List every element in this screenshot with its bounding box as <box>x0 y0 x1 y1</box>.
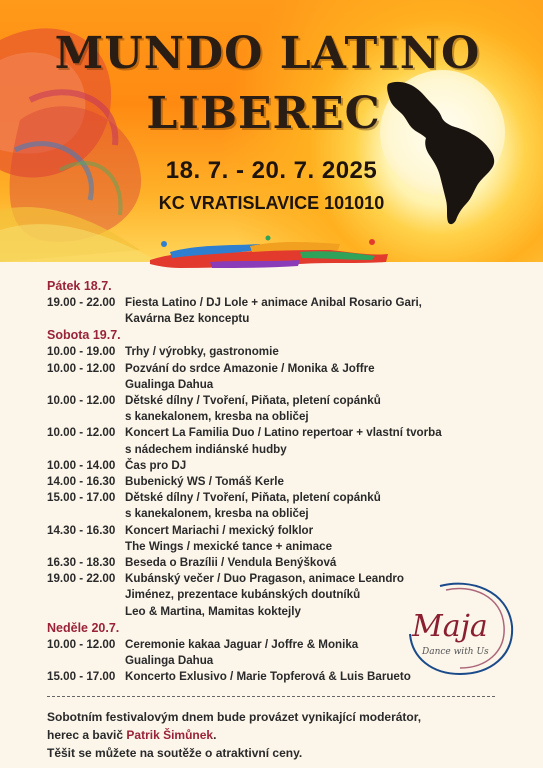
event-description-line: Trhy / výrobky, gastronomie <box>125 345 279 359</box>
event-description <box>125 490 517 522</box>
event-description-line: Jiménez, prezentace kubánských doutníků <box>125 588 361 602</box>
title-line-1: MUNDO LATINO <box>54 28 481 79</box>
event-description-line: Koncert Mariachi / mexický folklor <box>125 523 314 537</box>
event-description-line: Koncert La Familia Duo / Latino repertoar + vlastní tvorba <box>125 426 442 440</box>
event-row <box>47 490 517 522</box>
event-time: 14.30 - 16.30 <box>47 523 116 537</box>
event-description <box>125 344 517 360</box>
event-description-line: Kubánský večer / Duo Pragason, animace Leandro <box>125 572 404 586</box>
event-description-line: Bubenický WS / Tomáš Kerle <box>125 475 284 489</box>
event-description-line: Fiesta Latino / DJ Lole + animace Anibal Rosario Gari, <box>125 296 422 309</box>
event-description <box>125 458 517 474</box>
event-row <box>47 344 517 360</box>
event-description-line: Leo & Martina, Mamitas koktejly <box>125 604 301 618</box>
event-description <box>125 393 517 425</box>
day-heading: Neděle 20.7. <box>47 620 120 635</box>
event-description-line: Gualinga Dahua <box>125 377 214 391</box>
event-row <box>47 361 517 393</box>
event-description-line: s kanekalonem, kresba na obličej <box>125 410 309 424</box>
event-time: 10.00 - 19.00 <box>47 345 116 359</box>
event-row <box>47 474 517 490</box>
event-time: 16.30 - 18.30 <box>47 556 116 570</box>
event-row <box>47 523 517 555</box>
footer-note <box>47 708 517 762</box>
logo-tagline: Dance with Us <box>422 647 489 657</box>
event-time: 15.00 - 17.00 <box>47 670 116 684</box>
logo-name: Maja <box>412 609 488 644</box>
event-row <box>47 555 517 571</box>
event-time: 10.00 - 12.00 <box>47 361 116 375</box>
event-time: 10.00 - 12.00 <box>47 394 116 408</box>
event-description-line: Čas pro DJ <box>125 458 187 472</box>
event-time: 10.00 - 14.00 <box>47 458 116 472</box>
dashed-divider <box>47 696 495 697</box>
event-description <box>125 555 517 571</box>
footer-line-1: Sobotním festivalovým dnem bude provázet vynikající moderátor, <box>47 710 422 724</box>
event-time: 19.00 - 22.00 <box>47 572 116 586</box>
event-time: 15.00 - 17.00 <box>47 491 116 505</box>
event-description-line: s nádechem indiánské hudby <box>125 442 287 456</box>
event-description <box>125 425 517 457</box>
event-description-line: s kanekalonem, kresba na obličej <box>125 507 309 521</box>
event-row <box>47 458 517 474</box>
paint-splash-graphic <box>150 232 390 277</box>
event-row <box>47 393 517 425</box>
event-time: 10.00 - 12.00 <box>47 426 116 440</box>
event-description-line: Dětské dílny / Tvoření, Piňata, pletení copánků <box>125 491 381 505</box>
moderator-name: Patrik Šimůnek <box>126 728 214 742</box>
event-description-line: Kavárna Bez konceptu <box>125 312 250 326</box>
day-heading: Sobota 19.7. <box>47 328 121 343</box>
event-description-line: Koncerto Exlusivo / Marie Topferová & Luis Barueto <box>125 670 411 684</box>
maja-logo <box>400 578 515 678</box>
event-description-line: Dětské dílny / Tvoření, Piňata, pletení copánků <box>125 394 381 408</box>
festival-venue: KC VRATISLAVICE 101010 <box>158 193 385 213</box>
event-description-line: Gualinga Dahua <box>125 654 214 668</box>
header-banner <box>0 0 543 262</box>
event-description-line: The Wings / mexické tance + animace <box>125 539 333 553</box>
event-description <box>125 361 517 393</box>
footer-line-3: Těšit se můžete na soutěže o atraktivní ceny. <box>47 746 303 760</box>
event-description <box>125 295 517 327</box>
event-description-line: Beseda o Brazílii / Vendula Benýšková <box>125 556 337 570</box>
event-description-line: Pozvání do srdce Amazonie / Monika & Joffre <box>125 361 375 375</box>
event-row <box>47 295 517 327</box>
event-time: 14.00 - 16.30 <box>47 475 116 489</box>
event-description <box>125 474 517 490</box>
title-line-2: LIBEREC <box>146 88 381 139</box>
footer-line-2: herec a bavič Patrik Šimůnek. <box>47 728 217 742</box>
event-row <box>47 425 517 457</box>
festival-dates: 18. 7. - 20. 7. 2025 <box>165 157 378 184</box>
day-heading: Pátek 18.7. <box>47 279 112 293</box>
event-description-line: Ceremonie kakaa Jaguar / Joffre & Monika <box>125 637 359 651</box>
event-time: 10.00 - 12.00 <box>47 637 116 651</box>
event-time: 19.00 - 22.00 <box>47 296 116 309</box>
event-description <box>125 523 517 555</box>
